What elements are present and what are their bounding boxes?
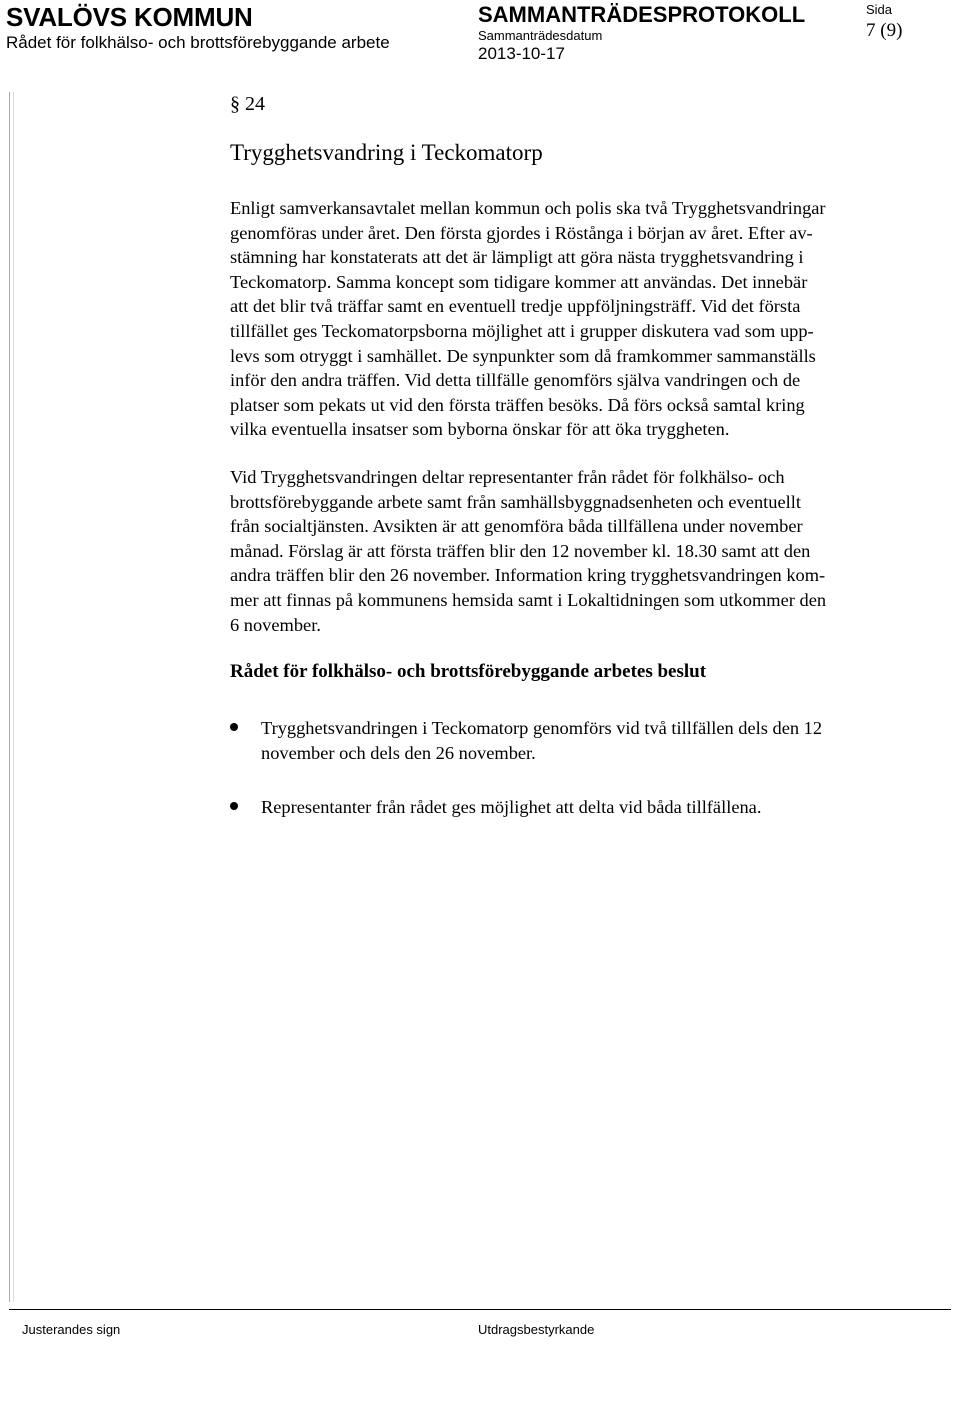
paragraph-number: § 24 <box>230 93 265 115</box>
meeting-date: 2013-10-17 <box>478 44 565 63</box>
body-line: brottsförebyggande arbete samt från samhällsbyggnadsenheten och eventuellt <box>230 491 801 512</box>
body-line: Vid Trygghetsvandringen deltar representanter från rådet för folkhälso- och <box>230 467 785 487</box>
footer-rule <box>9 1309 951 1310</box>
margin-rule <box>9 92 10 1302</box>
body-line: andra träffen blir den 26 november. Information kring trygghetsvandringen kom- <box>230 565 826 586</box>
board-name: Rådet för folkhälso- och brottsförebyggande arbete <box>6 33 390 52</box>
body-line: levs som otryggt i samhället. De synpunkter som då framkommer sammanställs <box>230 345 816 366</box>
body-line: Teckomatorp. Samma koncept som tidigare kommer att användas. Det innebär <box>230 271 808 292</box>
bullet-icon <box>230 723 238 731</box>
body-line: inför den andra träffen. Vid detta tillfälle genomförs själva vandringen och de <box>230 370 801 391</box>
page-number: 7 (9) <box>866 20 903 41</box>
decision-heading: Rådet för folkhälso- och brottsförebyggande arbetes beslut <box>230 661 707 682</box>
extract-certification-label: Utdragsbestyrkande <box>478 1322 595 1337</box>
body-line: 6 november. <box>230 614 321 635</box>
bullet-icon <box>230 802 238 810</box>
body-line: tillfället ges Teckomatorpsborna möjlighet att i grupper diskutera vad som upp- <box>230 320 814 341</box>
body-line: Enligt samverkansavtalet mellan kommun och polis ska två Trygghetsvandringar <box>230 198 826 218</box>
body-line: månad. Förslag är att första träffen blir den 12 november kl. 18.30 samt att den <box>230 540 811 561</box>
body-line: vilka eventuella insatser som byborna önskar för att öka tryggheten. <box>230 419 730 440</box>
decision-line: Trygghetsvandringen i Teckomatorp genomförs vid två tillfällen dels den 12 <box>261 718 823 738</box>
decision-list <box>230 716 930 849</box>
body-line: genomföras under året. Den första gjordes i Röstånga i början av året. Efter av- <box>230 222 813 243</box>
body-paragraph-1 <box>230 196 930 442</box>
body-line: stämning har konstaterats att det är lämpligt att göra nästa trygghetsvandring i <box>230 247 804 268</box>
meeting-date-label: Sammanträdesdatum <box>478 28 603 43</box>
body-line: från socialtjänsten. Avsikten är att genomföra båda tillfällena under november <box>230 516 803 537</box>
body-paragraph-2 <box>230 465 930 637</box>
page-label: Sida <box>866 2 893 17</box>
document-type: SAMMANTRÄDESPROTOKOLL <box>478 2 806 27</box>
decision-item <box>230 795 930 820</box>
body-line: att det blir två träffar samt en eventuell tredje uppföljningsträff. Vid det första <box>230 296 801 317</box>
decision-line: Representanter från rådet ges möjlighet att delta vid båda tillfällena. <box>261 797 762 817</box>
body-line: mer att finnas på kommunens hemsida samt i Lokaltidningen som utkommer den <box>230 589 827 610</box>
decision-item <box>230 716 930 766</box>
body-line: platser som pekats ut vid den första träffen besöks. Då förs också samtal kring <box>230 394 805 415</box>
margin-rule-secondary <box>13 92 14 1302</box>
section-title: Trygghetsvandring i Teckomatorp <box>230 140 543 165</box>
signature-label: Justerandes sign <box>22 1322 121 1337</box>
organization-name: SVALÖVS KOMMUN <box>6 2 253 32</box>
decision-line: november och dels den 26 november. <box>261 743 536 763</box>
